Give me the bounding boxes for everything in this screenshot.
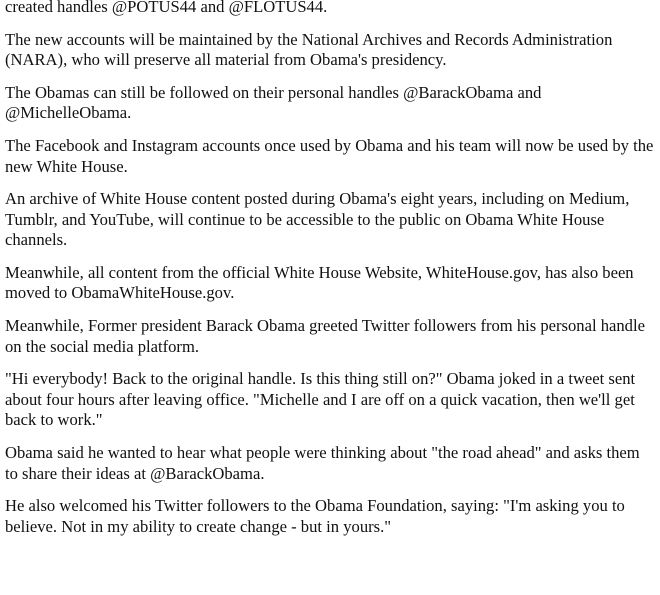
article-body [5, 0, 655, 549]
article-paragraph: He also welcomed his Twitter followers to the Obama Foundation, saying: "I'm asking you to believe. Not in my ability to create change - but in yours." [5, 496, 625, 536]
article-paragraph: Meanwhile, all content from the official White House Website, WhiteHouse.gov, has also been moved to ObamaWhiteHouse.gov. [5, 262, 634, 303]
article-paragraph: "Hi everybody! Back to the original handle. Is this thing still on?" Obama joked in a tweet sent about four hours after leaving office. "Michelle and I are off on a quick vacation, then we'll get back to work." [5, 369, 636, 430]
article-paragraph: Meanwhile, Former president Barack Obama greeted Twitter followers from his personal handle on the social media platform. [5, 316, 645, 356]
article-paragraph: The new accounts will be maintained by the National Archives and Records Administration (NARA), who will preserve all material from Obama's presidency. [5, 29, 613, 70]
article-paragraph: The Facebook and Instagram accounts once used by Obama and his team will now be used by the new White House. [5, 136, 654, 176]
article-paragraph: The Obamas can still be followed on their personal handles @BarackObama and @MichelleObama. [5, 82, 542, 123]
article-paragraph: Obama said he wanted to hear what people were thinking about "the road ahead" and asks them to share their ideas at @BarackObama. [5, 443, 640, 483]
article-paragraph: An archive of White House content posted during Obama's eight years, including on Medium, Tumblr, and YouTube, will continue to be accessible to the public on Obama White House channels. [5, 189, 630, 250]
article-paragraph: created handles @POTUS44 and @FLOTUS44. [5, 0, 328, 16]
